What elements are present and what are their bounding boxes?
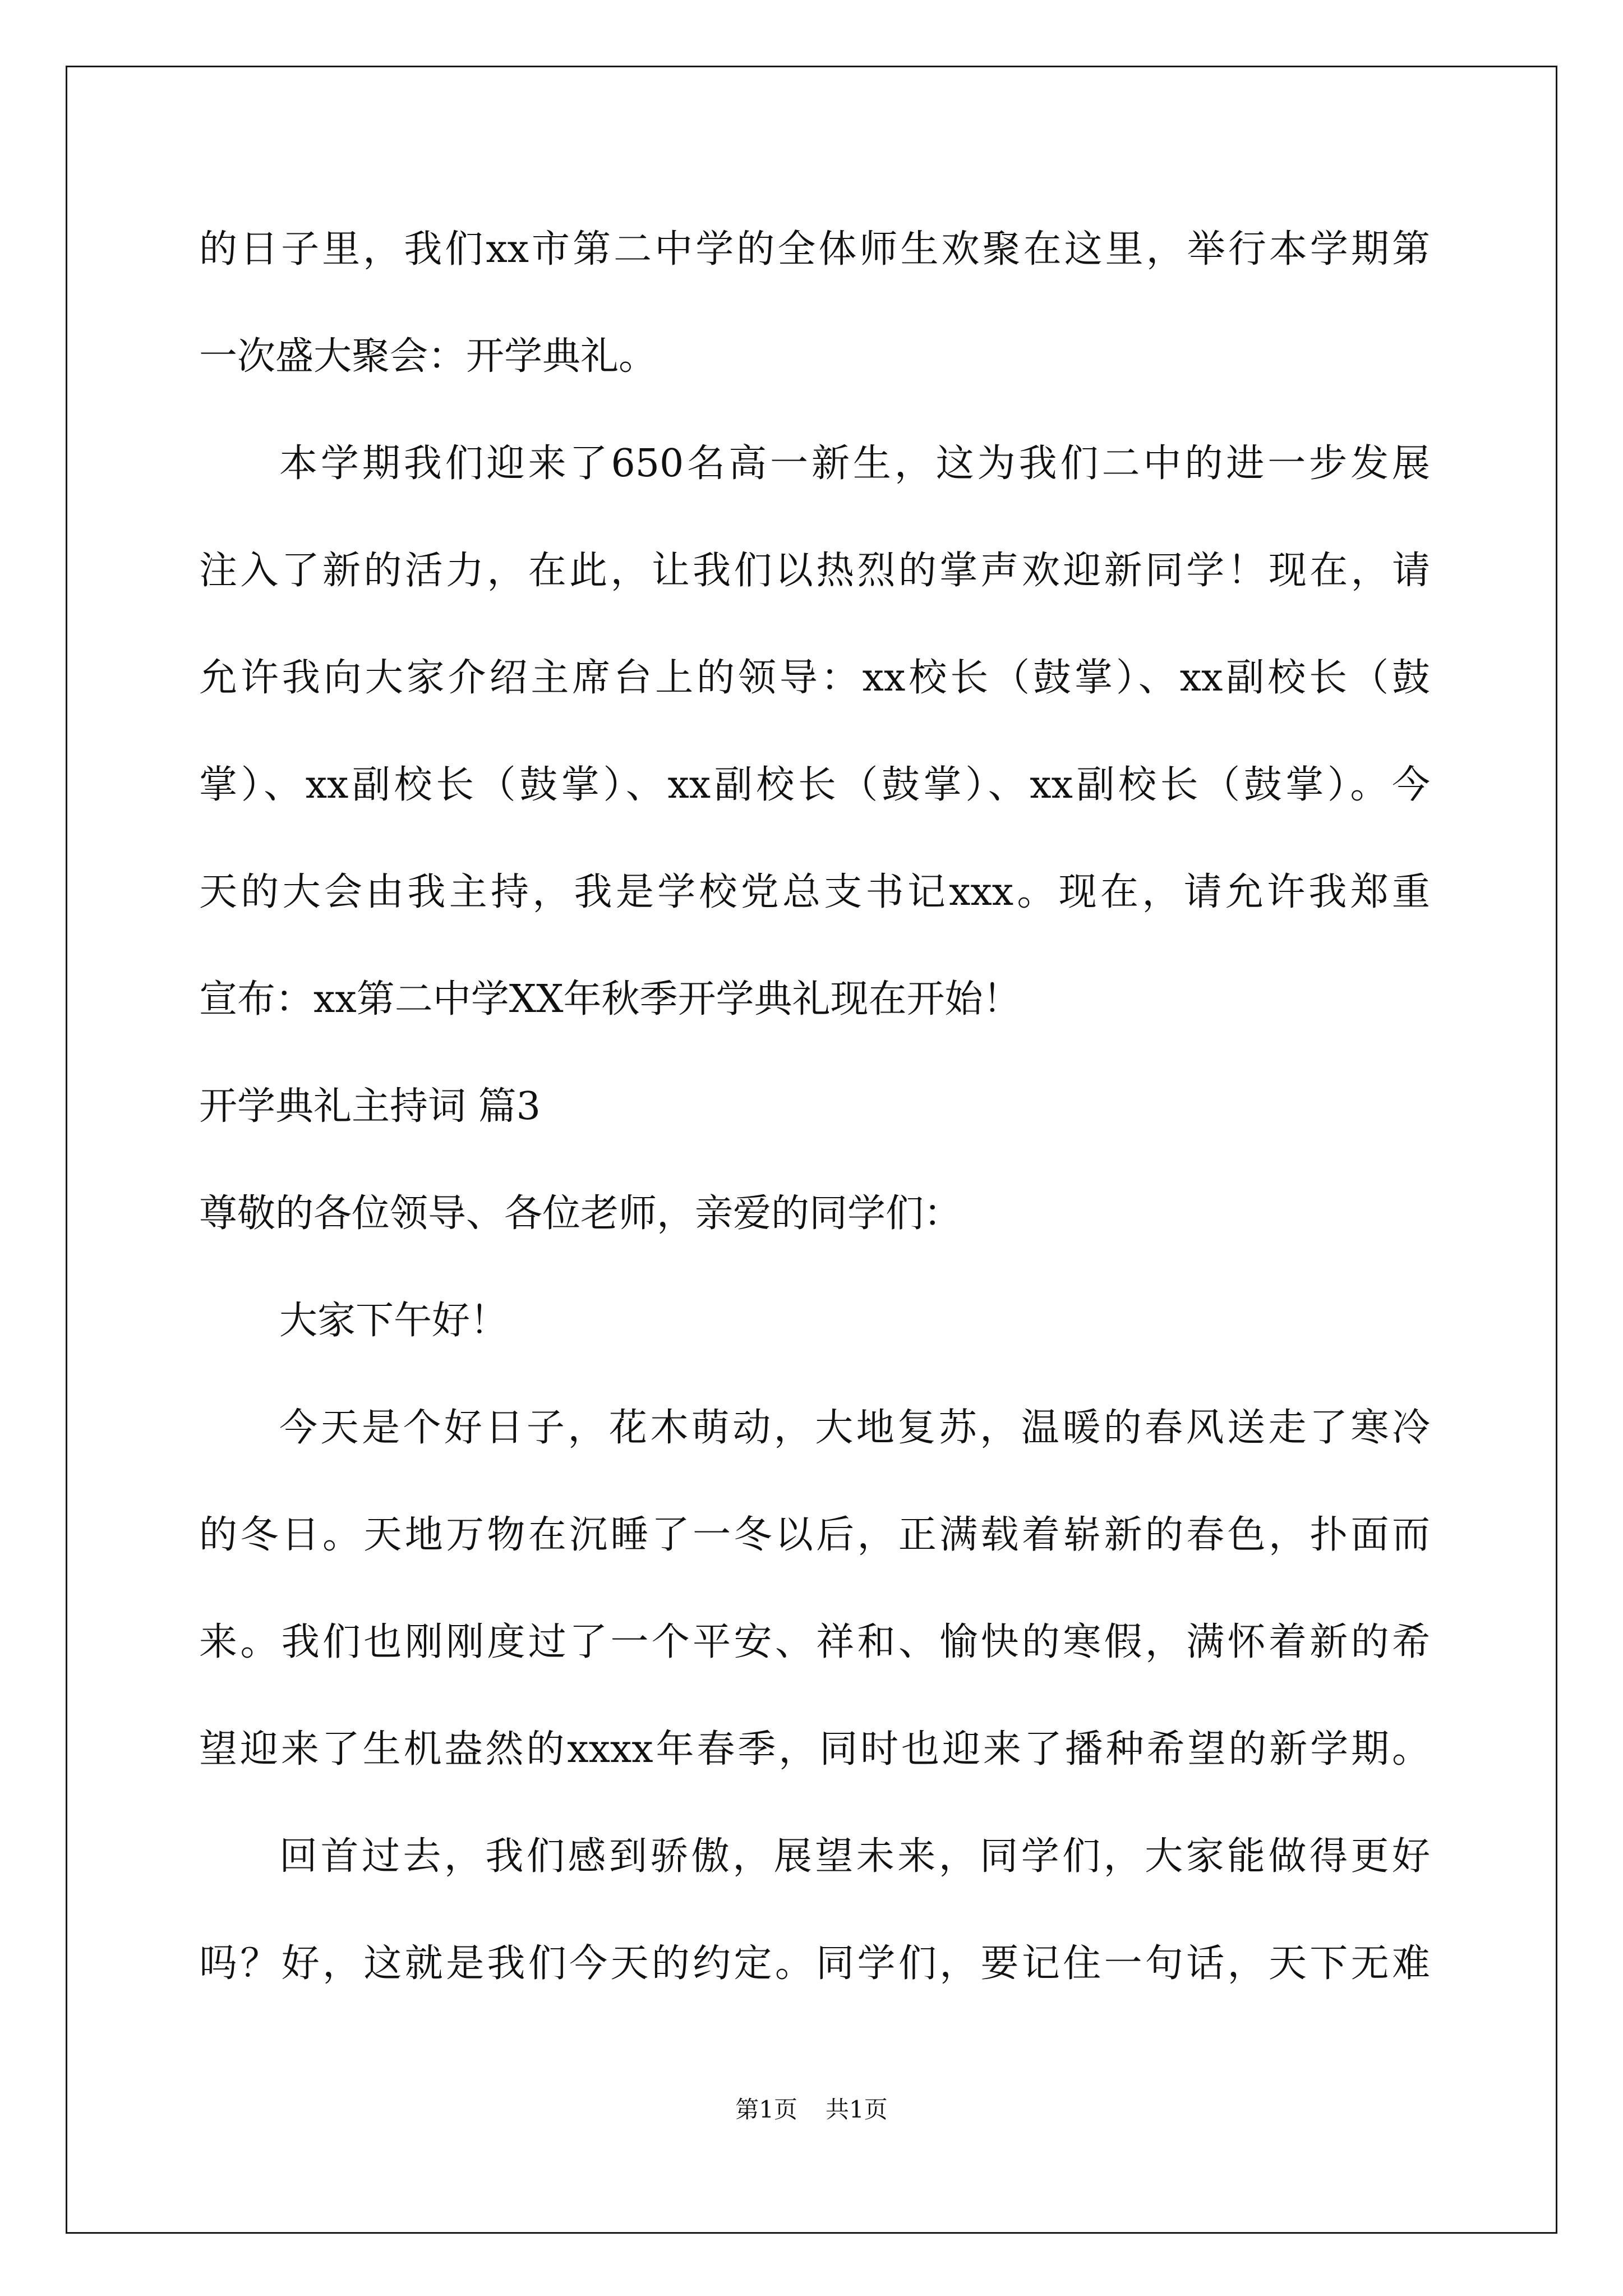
text-line: 天的大会由我主持，我是学校党总支书记xxx。现在，请允许我郑重 [199, 870, 1430, 914]
text-line: 来。我们也刚刚度过了一个平安、祥和、愉快的寒假，满怀着新的希 [199, 1620, 1430, 1664]
salutation: 尊敬的各位领导、各位老师，亲爱的同学们： [199, 1191, 962, 1236]
text-line: 望迎来了生机盎然的xxxx年春季，同时也迎来了播种希望的新学期。 [199, 1727, 1430, 1772]
page-footer [0, 2091, 1623, 2125]
section-heading: 开学典礼主持词 篇3 [199, 1084, 541, 1129]
page-number: 第1页 [735, 2096, 797, 2123]
text-line: 一次盛大聚会：开学典礼。 [199, 334, 657, 379]
text-line: 允许我向大家介绍主席台上的领导：xx校长（鼓掌）、xx副校长（鼓 [199, 656, 1430, 700]
text-line: 掌）、xx副校长（鼓掌）、xx副校长（鼓掌）、xx副校长（鼓掌）。今 [199, 763, 1430, 807]
text-line: 吗？好，这就是我们今天的约定。同学们，要记住一句话，天下无难 [199, 1941, 1430, 1986]
paragraph-first-line: 本学期我们迎来了650名高一新生，这为我们二中的进一步发展 [279, 441, 1430, 486]
paragraph-first-line: 今天是个好日子，花木萌动，大地复苏，温暖的春风送走了寒冷 [279, 1406, 1430, 1450]
text-line: 的冬日。天地万物在沉睡了一冬以后，正满载着崭新的春色，扑面而 [199, 1513, 1430, 1557]
text-line: 宣布：xx第二中学XX年秋季开学典礼现在开始！ [199, 977, 1021, 1022]
page-total: 共1页 [826, 2096, 888, 2123]
text-line: 的日子里，我们xx市第二中学的全体师生欢聚在这里，举行本学期第 [199, 227, 1430, 272]
greeting: 大家下午好！ [279, 1299, 509, 1343]
document-body [199, 213, 1430, 2035]
text-line: 注入了新的活力，在此，让我们以热烈的掌声欢迎新同学！现在，请 [199, 549, 1430, 593]
paragraph-first-line: 回首过去，我们感到骄傲，展望未来，同学们，大家能做得更好 [279, 1834, 1430, 1879]
